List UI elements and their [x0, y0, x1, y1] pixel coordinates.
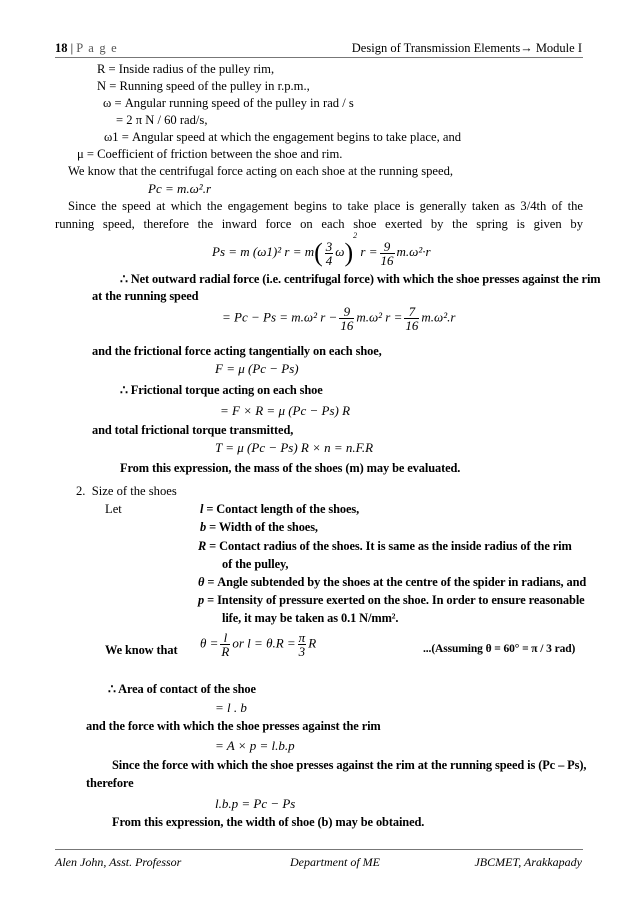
area-text: ∴ Area of contact of the shoe — [108, 682, 256, 696]
equation-area: = l . b — [215, 700, 247, 715]
def-shoe-p — [198, 594, 585, 606]
header-divider — [55, 57, 583, 58]
def-shoe-R-sym: R — [198, 539, 207, 553]
eq-net-frac2-den: 16 — [405, 318, 419, 333]
net-outward-line2: at the running speed — [92, 289, 199, 303]
footer-institution: JBCMET, Arakkapady — [474, 855, 582, 869]
eq-theta-frac2-den: 3 — [298, 644, 306, 659]
eq-ps-mid: ω — [335, 244, 345, 259]
equation-pc: Pc = m.ω².r — [148, 181, 212, 196]
def-shoe-theta-sym: θ — [198, 575, 205, 589]
eq-ps-frac1-num: 3 — [325, 238, 333, 254]
force-rim-text: and the force with which the shoe presses against the rim — [86, 719, 381, 733]
def-omega: ω = Angular running speed of the pulley in rad / s — [103, 96, 354, 110]
spring-paragraph: Since the speed at which the engagement begins to take place is generally taken as 3/4th of the running speed, therefore the inward force on each shoe exerted by the spring is given by — [55, 199, 583, 231]
eq-ps-frac2-den: 16 — [380, 252, 394, 268]
def-shoe-p-text: = Intensity of pressure exerted on the shoe. In order to ensure reasonable — [207, 593, 585, 607]
header-separator: | — [67, 41, 77, 55]
def-shoe-b-sym: b — [200, 520, 207, 534]
section-2-number: 2. — [76, 484, 86, 498]
eq-ps-frac1-den: 4 — [325, 252, 333, 268]
def-shoe-theta-text: = Angle subtended by the shoes at the centre of the spider in radians, and — [207, 575, 587, 589]
eq-theta-frac1-den: R — [221, 644, 230, 659]
page-number: 18 — [55, 41, 68, 55]
eq-ps-square: 2 — [353, 231, 358, 240]
eq-theta-rhs: R — [308, 635, 317, 651]
equation-net — [222, 305, 455, 332]
eq-theta-lhs: θ = — [200, 635, 219, 651]
eq-ps-lhs: Ps = m (ω1)² r = m — [212, 244, 315, 259]
eq-theta-mid: or l = θ.R = — [232, 635, 296, 651]
def-shoe-R — [198, 540, 572, 552]
assumption-note: ...(Assuming θ = 60° = π / 3 rad) — [423, 643, 576, 655]
def-R: R = Inside radius of the pulley rim, — [97, 62, 275, 76]
eq-net-lhs: = Pc − Ps = m.ω² r − — [222, 309, 338, 325]
centrifugal-intro: We know that the centrifugal force acting on each shoe at the running speed, — [68, 164, 454, 178]
equation-f: F = μ (Pc − Ps) — [215, 361, 299, 376]
def-omega-value: = 2 π N / 60 rad/s, — [116, 113, 208, 127]
def-mu: μ = Coefficient of friction between the shoe and rim. — [77, 147, 343, 161]
equation-total-torque: T = μ (Pc − Ps) R × n = n.F.R — [215, 440, 374, 455]
footer-author: Alen John, Asst. Professor — [55, 855, 182, 869]
eq-ps-r: r = — [360, 244, 378, 259]
net-outward-line1: ∴ Net outward radial force (i.e. centrifugal force) with which the shoe presses against the rim — [120, 272, 601, 286]
footer-divider — [55, 849, 583, 850]
section-2-heading — [76, 485, 177, 498]
def-shoe-R-text: = Contact radius of the shoes. It is same as the inside radius of the rim — [209, 539, 572, 553]
def-shoe-p-sym: p — [198, 593, 205, 607]
eq-ps-frac2-num: 9 — [380, 240, 395, 254]
since-line2: therefore — [86, 776, 134, 790]
equation-torque: = F × R = μ (Pc − Ps) R — [220, 403, 351, 418]
since-line1: Since the force with which the shoe presses against the rim at the running speed is (Pc – Ps), — [112, 758, 587, 772]
def-shoe-p-cont: life, it may be taken as 0.1 N/mm². — [222, 611, 399, 625]
mass-text: From this expression, the mass of the shoes (m) may be evaluated. — [120, 461, 461, 475]
def-omega1: ω1 = Angular speed at which the engagement begins to take place, and — [104, 130, 462, 144]
def-shoe-R-cont: of the pulley, — [222, 557, 289, 571]
def-shoe-l-text: = Contact length of the shoes, — [206, 502, 360, 516]
eq-net-frac2-num: 7 — [404, 305, 419, 319]
def-shoe-theta — [198, 576, 586, 588]
we-know-text: We know that — [105, 643, 178, 657]
eq-net-mid: m.ω² r = — [356, 309, 403, 325]
def-shoe-l-sym: l — [200, 502, 204, 516]
equation-force-rim: = A × p = l.b.p — [215, 738, 295, 753]
eq-ps-rhs: m.ω²·r — [396, 244, 431, 259]
eq-net-rhs: m.ω².r — [421, 309, 456, 325]
def-shoe-b — [200, 521, 318, 533]
def-N: N = Running speed of the pulley in r.p.m., — [97, 79, 310, 93]
total-torque-text: and total frictional torque transmitted, — [92, 423, 294, 437]
footer-department: Department of ME — [290, 855, 380, 869]
eq-net-frac1-den: 16 — [340, 318, 354, 333]
eq-theta-frac1-num: l — [220, 631, 230, 645]
def-shoe-l — [200, 503, 359, 515]
equation-theta — [200, 631, 316, 658]
def-shoe-b-text: = Width of the shoes, — [209, 520, 318, 534]
torque-text: ∴ Frictional torque acting on each shoe — [120, 383, 323, 397]
equation-ps: Ps = m (ω1)² r = m( $\frac{3}{4}$ ω)$^2$ r = $\frac{9}{16}$ m.ω²·r — [212, 231, 431, 268]
page-word: P a g e — [76, 41, 118, 55]
header-title: Design of Transmission Elements→ Module I — [351, 41, 582, 55]
equation-lbp: l.b.p = Pc − Ps — [215, 796, 296, 811]
eq-net-frac1-num: 9 — [339, 305, 354, 319]
page-header-left — [55, 41, 118, 56]
section-2-title: Size of the shoes — [91, 484, 177, 498]
width-text: From this expression, the width of shoe (b) may be obtained. — [112, 815, 425, 829]
eq-theta-frac2-num: π — [298, 630, 306, 645]
let-word: Let — [105, 502, 122, 516]
frictional-force-text: and the frictional force acting tangentially on each shoe, — [92, 344, 382, 358]
